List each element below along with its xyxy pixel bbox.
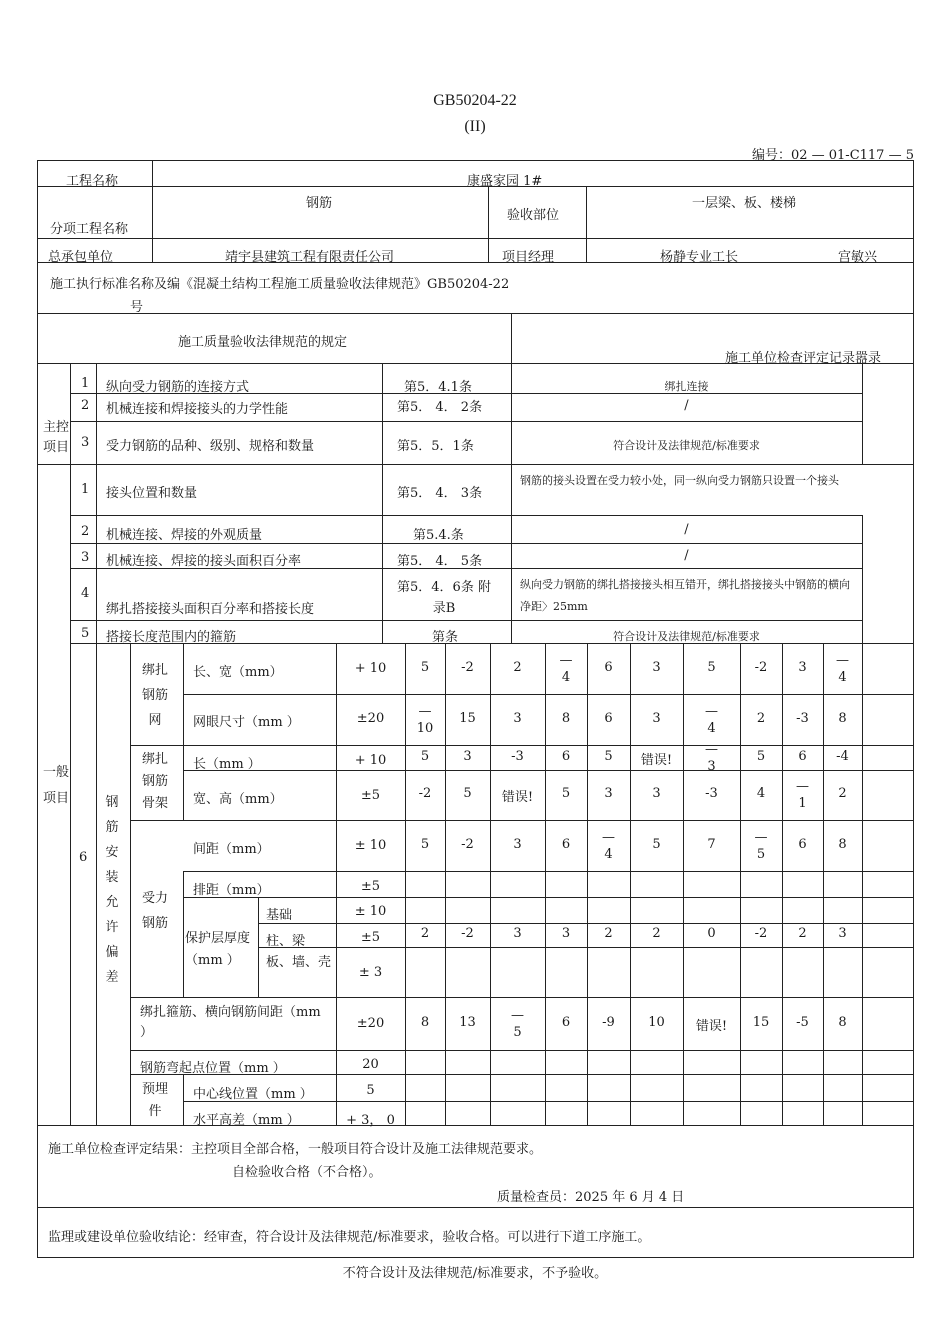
tol-row-tolerance: ±20 xyxy=(356,1016,385,1031)
measurement-value: 8 xyxy=(420,1014,430,1030)
main-item-no: 3 xyxy=(81,435,90,450)
measurement-value: 5 xyxy=(561,786,571,801)
measurement-value: 5 xyxy=(420,659,430,675)
main-item-record: 符合设计及法律规范/标准要求 xyxy=(613,439,760,452)
measurement-value: 3 xyxy=(513,926,522,941)
measurement-value: -2 xyxy=(461,836,474,852)
measurement-value: -2 xyxy=(754,926,768,941)
tol-row-name: 钢筋弯起点位置（mm ） xyxy=(140,1061,286,1076)
contractor-label: 总承包单位 xyxy=(48,250,114,265)
measurement-value: 错误! xyxy=(501,790,534,805)
contractor: 靖宇县建筑工程有限责任公司 xyxy=(225,250,395,265)
measurement-value: 10 xyxy=(648,1014,665,1030)
tol-row-name: 排距（mm） xyxy=(193,883,270,898)
main-item-no: 1 xyxy=(81,376,90,391)
result-line1: 施工单位检查评定结果：主控项目全部合格，一般项目符合设计及施工法律规范要求。 xyxy=(48,1142,543,1157)
measurement-value: — 5 xyxy=(754,829,768,862)
measurement-value: 0 xyxy=(707,926,716,941)
acceptance-part: 一层梁、板、楼梯 xyxy=(692,196,797,211)
measurement-value: 8 xyxy=(838,1014,847,1030)
measurement-value: 2 xyxy=(513,659,522,675)
measurement-value: -2 xyxy=(418,786,432,801)
tol-row-name: 长（mm ） xyxy=(193,757,261,772)
main-item-clause: 第5． 4． 2条 xyxy=(397,400,483,415)
standard-line1: 施工执行标准名称及编《混凝土结构工程施工质量验收法律规范》GB50204-22 xyxy=(50,277,510,292)
general-items-label: 一般项目 xyxy=(42,765,69,806)
result-line2: 自检验收合格（不合格）。 xyxy=(232,1165,382,1180)
general-item-no: 4 xyxy=(81,586,90,601)
tol-row-name: 间距（mm） xyxy=(193,842,270,857)
subitem-value: 钢筋 xyxy=(306,196,333,211)
general-item-name: 搭接长度范围内的箍筋 xyxy=(106,630,237,645)
measurement-value: -2 xyxy=(461,926,474,941)
result-line3: 质量检查员：2025 年 6 月 4 日 xyxy=(497,1190,685,1205)
item6-no: 6 xyxy=(79,850,88,865)
measurement-value: 2 xyxy=(604,926,613,941)
measurement-value: 2 xyxy=(420,926,430,941)
measurement-value: 6 xyxy=(604,659,613,675)
measurement-value: 7 xyxy=(707,836,716,852)
group-embedded-parts: 预埋件 xyxy=(141,1082,168,1119)
measurement-value: -2 xyxy=(461,659,474,675)
foreman: 宫敏兴 xyxy=(838,250,878,265)
project-name-label: 工程名称 xyxy=(66,174,119,189)
tol-row-name: 宽、高（mm） xyxy=(193,792,283,807)
main-item-name: 机械连接和焊接接头的力学性能 xyxy=(106,402,289,417)
group-rebar-frame: 绑扎钢筋骨架 xyxy=(141,752,168,811)
measurement-value: — 4 xyxy=(836,652,849,685)
footer-note: 不符合设计及法律规范/标准要求，不予验收。 xyxy=(342,1266,608,1281)
group-stressed-rebar: 受力钢筋 xyxy=(141,891,168,931)
tol-row-tolerance: ± 3 xyxy=(358,965,383,980)
tol-row-tolerance: ±5 xyxy=(360,788,381,803)
subitem-label: 分项工程名称 xyxy=(50,222,129,237)
measurement-value: -2 xyxy=(754,659,768,675)
measurement-value: 3 xyxy=(798,659,807,675)
measurement-value: -5 xyxy=(796,1014,809,1030)
general-item-no: 5 xyxy=(81,626,90,641)
measurement-value: 6 xyxy=(561,748,571,764)
main-item-name: 受力钢筋的品种、级别、规格和数量 xyxy=(106,439,315,454)
general-item-clause: 第5．4．6条 附录B xyxy=(397,580,491,616)
general-item-record: 钢筋的接头设置在受力较小处，同一纵向受力钢筋只设置一个接头 xyxy=(520,474,839,487)
general-item-no: 3 xyxy=(81,550,90,565)
measurement-value: 6 xyxy=(798,748,807,764)
general-item-no: 1 xyxy=(81,482,90,497)
main-item-name: 纵向受力钢筋的连接方式 xyxy=(106,380,250,395)
measurement-value: 5 xyxy=(604,748,613,764)
tol-row-tolerance: ±20 xyxy=(356,711,385,726)
measurement-value: — 3 xyxy=(705,741,718,774)
measurement-value: 3 xyxy=(604,786,613,801)
measurement-value: — 5 xyxy=(511,1007,524,1040)
record-header: 施工单位检查评定记录嚣录 xyxy=(725,351,882,366)
main-item-record: / xyxy=(684,398,689,413)
acceptance-part-label: 验收部位 xyxy=(507,208,560,223)
measurement-value: -9 xyxy=(602,1014,615,1030)
general-item-record: / xyxy=(684,522,689,537)
measurement-value: 5 xyxy=(652,836,661,852)
general-item-clause: 第5． 4． 3条 xyxy=(397,486,483,501)
doc-code: 编号：02 — 01-C117 — 5 xyxy=(751,148,914,163)
tol-row-tolerance: ± 10 xyxy=(354,838,387,853)
general-item-clause: 第5． 4． 5条 xyxy=(397,554,483,569)
tol-row-tolerance: + 10 xyxy=(354,753,387,768)
tol-row-name: 基础 xyxy=(266,908,293,923)
spec-header: 施工质量验收法律规范的规定 xyxy=(178,335,348,350)
measurement-value: -3 xyxy=(796,710,809,726)
measurement-value: 8 xyxy=(838,710,847,726)
measurement-value: 13 xyxy=(459,1014,476,1030)
measurement-value: 4 xyxy=(756,786,766,801)
measurement-value: 2 xyxy=(652,926,661,941)
project-name: 康盛家园 1# xyxy=(467,174,543,189)
measurement-value: 15 xyxy=(752,1014,770,1030)
measurement-value: 5 xyxy=(756,748,766,764)
tol-row-name: 水平高差（mm ） xyxy=(193,1113,300,1128)
tol-row-name: 网眼尺寸（mm ） xyxy=(193,715,300,730)
measurement-value: 3 xyxy=(513,836,522,852)
measurement-value: 2 xyxy=(756,710,766,726)
main-item-clause: 第5．4.1条 xyxy=(404,380,472,395)
measurement-value: 6 xyxy=(604,710,613,726)
measurement-value: 8 xyxy=(561,710,571,726)
main-item-record: 绑扎连接 xyxy=(664,380,709,393)
general-item-record: 符合设计及法律规范/标准要求 xyxy=(613,630,760,643)
general-item-clause: 第条 xyxy=(432,630,459,645)
doc-subtitle: (II) xyxy=(464,118,486,135)
item6-label: 钢筋安装允许偏差 xyxy=(105,795,119,985)
measurement-value: 15 xyxy=(459,710,476,726)
measurement-value: 6 xyxy=(798,836,807,852)
general-item-name: 机械连接、焊接的接头面积百分率 xyxy=(106,554,302,569)
measurement-value: -4 xyxy=(836,748,849,764)
measurement-value: 3 xyxy=(652,659,661,675)
measurement-value: -3 xyxy=(705,786,718,801)
general-item-name: 接头位置和数量 xyxy=(106,486,198,501)
measurement-value: — 4 xyxy=(602,829,615,862)
tol-row-tolerance: 20 xyxy=(362,1057,379,1072)
general-item-name: 绑扎搭接接头面积百分率和搭接长度 xyxy=(106,602,315,617)
general-item-name: 机械连接、焊接的外观质量 xyxy=(106,528,263,543)
measurement-value: 2 xyxy=(838,786,847,801)
measurement-value: -3 xyxy=(511,748,524,764)
tol-row-tolerance: 5 xyxy=(366,1083,375,1098)
measurement-value: 错误! xyxy=(695,1018,728,1034)
general-item-record: 纵向受力钢筋的绑扎搭接接头相互错开，绑扎搭接接头中钢筋的横向净距〉25mm xyxy=(520,578,850,613)
measurement-value: 6 xyxy=(561,836,571,852)
manager: 杨静专业工长 xyxy=(660,250,739,265)
measurement-value: 错误! xyxy=(640,752,673,768)
tol-row-tolerance: ± 10 xyxy=(354,904,387,919)
supervision-line1: 监理或建设单位验收结论：经审查，符合设计及法律规范/标准要求，验收合格。可以进行下道工序施工。 xyxy=(48,1230,651,1245)
group-rebar-net: 绑扎钢筋网 xyxy=(141,663,168,728)
measurement-value: 8 xyxy=(838,836,847,852)
measurement-value: 2 xyxy=(798,926,807,941)
measurement-value: 5 xyxy=(463,786,472,801)
measurement-value: — 4 xyxy=(705,703,718,736)
measurement-value: 3 xyxy=(513,710,522,726)
manager-label: 项目经理 xyxy=(502,250,555,265)
tol-row-tolerance: ±5 xyxy=(360,879,381,894)
measurement-value: — 10 xyxy=(416,703,434,736)
group-cover-thickness: 保护层厚度（mm ） xyxy=(185,931,251,968)
main-item-no: 2 xyxy=(81,398,90,413)
general-item-record: / xyxy=(684,548,689,563)
doc-title: GB50204-22 xyxy=(433,92,517,109)
general-item-no: 2 xyxy=(81,524,90,539)
measurement-value: 3 xyxy=(463,748,472,764)
measurement-value: 3 xyxy=(652,710,661,726)
tol-row-tolerance: + 3， 0 xyxy=(346,1113,395,1128)
standard-line2: 号 xyxy=(130,300,144,315)
measurement-value: 5 xyxy=(707,659,716,675)
measurement-value: 5 xyxy=(420,836,430,852)
tol-row-name: 柱、梁 xyxy=(266,934,306,949)
general-item-clause: 第5.4.条 xyxy=(413,528,464,543)
tol-row-tolerance: + 10 xyxy=(354,661,387,676)
tol-row-name: 绑扎箍筋、横向钢筋间距（mm ） xyxy=(140,1005,321,1040)
measurement-value: 5 xyxy=(420,748,430,764)
measurement-value: 3 xyxy=(561,926,571,941)
tol-row-name: 长、宽（mm） xyxy=(193,665,283,680)
main-item-clause: 第5．5．1条 xyxy=(397,439,474,454)
tol-row-name: 中心线位置（mm ） xyxy=(193,1087,313,1102)
measurement-value: 3 xyxy=(838,926,847,941)
tol-row-name: 板、墙、壳 xyxy=(266,955,332,970)
measurement-value: — 1 xyxy=(796,779,809,811)
measurement-value: 3 xyxy=(652,786,661,801)
tol-row-tolerance: ±5 xyxy=(360,930,381,945)
measurement-value: — 4 xyxy=(559,652,573,685)
main-control-label: 主控项目 xyxy=(42,420,69,455)
measurement-value: 6 xyxy=(561,1014,571,1030)
